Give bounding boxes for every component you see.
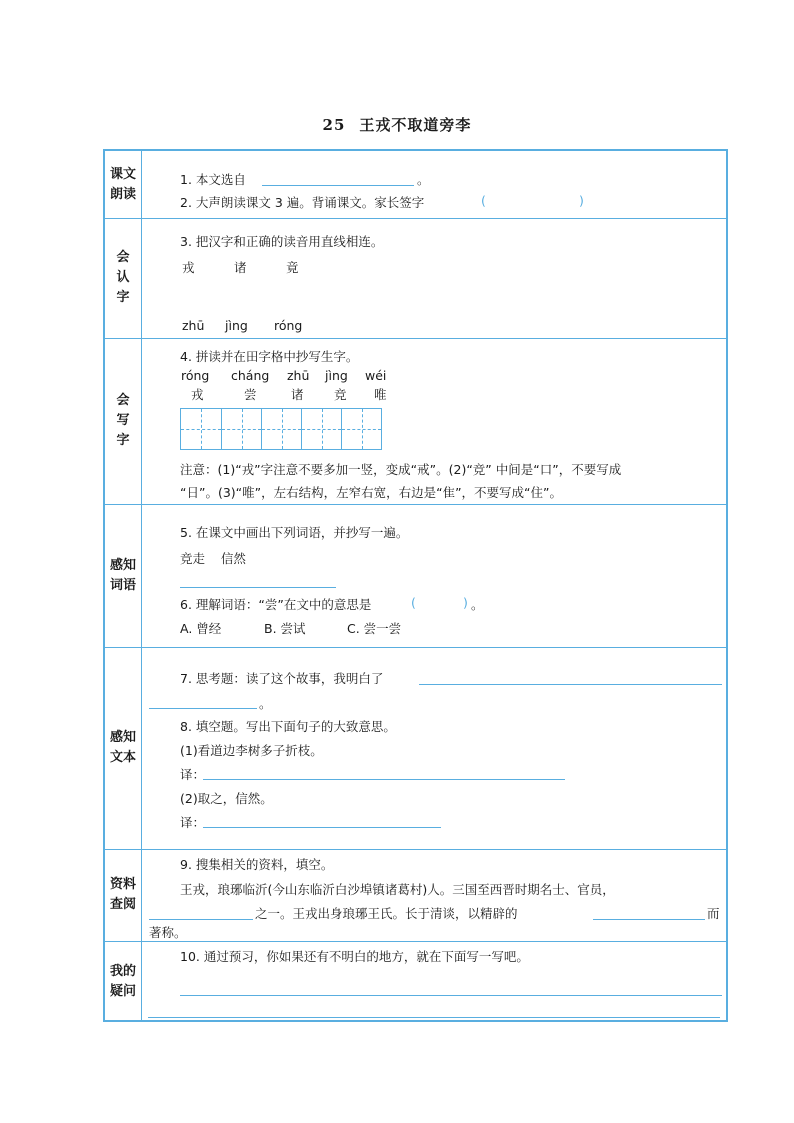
q6-paren-open: (	[411, 595, 416, 610]
translate-label-1: 译：	[180, 767, 206, 782]
research-line-2a: 之一。王戎出身琅琊王氏。长于清谈，以精辟的	[255, 906, 518, 921]
pinyin-jing: jìng	[225, 318, 248, 333]
question-10: 10. 通过预习，你如果还有不明白的地方，就在下面写一写吧。	[180, 949, 529, 964]
paren-close: )	[579, 193, 584, 208]
write-char-4: 竞	[334, 387, 347, 402]
question-2: 2. 大声朗读课文 3 遍。背诵课文。家长签字	[180, 195, 425, 210]
research-blank-2[interactable]	[593, 919, 705, 920]
copy-words-blank[interactable]	[180, 587, 336, 588]
translate-blank-2[interactable]	[203, 827, 441, 828]
tianzige-cell[interactable]	[181, 409, 221, 449]
pinyin-3: zhū	[287, 368, 310, 383]
section-write	[105, 338, 726, 505]
lesson-title: 王戎不取道旁李	[359, 116, 472, 134]
section-label-reading: 课文 朗读	[105, 151, 142, 218]
question-1-end: 。	[417, 172, 430, 187]
section-label-research: 资料 查阅	[105, 849, 142, 941]
q8-sentence-1: (1)看道边李树多子折枝。	[180, 743, 323, 758]
question-8: 8. 填空题。写出下面句子的大致意思。	[180, 719, 396, 734]
section-label-recognize: 会 认 字	[105, 218, 142, 338]
pinyin-2: cháng	[231, 368, 270, 383]
char-rong: 戎	[182, 260, 195, 275]
question-blank-1[interactable]	[180, 995, 722, 996]
section-text	[105, 647, 726, 850]
word-list: 竞走 信然	[180, 551, 246, 566]
q6-end: 。	[471, 597, 484, 612]
q7-end: 。	[259, 696, 272, 711]
pinyin-rong: róng	[274, 318, 303, 333]
question-5: 5. 在课文中画出下列词语，并抄写一遍。	[180, 525, 409, 540]
question-7: 7. 思考题：读了这个故事，我明白了	[180, 671, 384, 686]
section-words	[105, 504, 726, 648]
q7-answer-blank-2[interactable]	[149, 708, 257, 709]
q6-paren-close: )	[463, 595, 468, 610]
note-line-2: “日”。(3)“唯”，左右结构，左窄右宽，右边是“隹”，不要写成“住”。	[180, 485, 563, 500]
section-label-write: 会 写 字	[105, 338, 142, 504]
tianzige-cell[interactable]	[301, 409, 341, 449]
tianzige-cell[interactable]	[341, 409, 381, 449]
section-questions	[105, 941, 726, 1022]
write-char-5: 唯	[374, 387, 387, 402]
write-char-2: 尝	[244, 387, 257, 402]
pinyin-1: róng	[181, 368, 210, 383]
note-line-1: 注意：(1)“戎”字注意不要多加一竖，变成“戒”。(2)“竞” 中间是“口”，不要写成	[180, 462, 622, 477]
research-line-1: 王戎，琅琊临沂(今山东临沂白沙埠镇诸葛村)人。三国至西晋时期名士、官员，	[180, 882, 615, 897]
option-a: A. 曾经	[180, 621, 222, 636]
section-recognize	[105, 218, 726, 339]
char-jing: 竟	[286, 260, 299, 275]
option-b: B. 尝试	[264, 621, 306, 636]
question-9: 9. 搜集相关的资料，填空。	[180, 857, 334, 872]
question-4: 4. 拼读并在田字格中抄写生字。	[180, 349, 359, 364]
write-char-1: 戎	[191, 387, 204, 402]
question-1: 1. 本文选自	[180, 172, 246, 187]
question-3: 3. 把汉字和正确的读音用直线相连。	[180, 234, 384, 249]
char-zhu: 诸	[234, 260, 247, 275]
page-title	[0, 114, 794, 135]
research-line-3: 著称。	[149, 925, 187, 940]
option-c: C. 尝一尝	[347, 621, 402, 636]
q8-sentence-2: (2)取之，信然。	[180, 791, 273, 806]
research-blank-1[interactable]	[149, 919, 253, 920]
question-blank-2[interactable]	[148, 1017, 720, 1018]
section-research	[105, 849, 726, 942]
write-char-3: 诸	[291, 387, 304, 402]
tianzige-grid[interactable]	[180, 408, 382, 450]
research-line-2b: 而	[707, 906, 720, 921]
question-6: 6. 理解词语：“尝”在文中的意思是	[180, 597, 372, 612]
answer-blank-1[interactable]	[262, 185, 414, 186]
lesson-number: 25	[322, 116, 346, 134]
section-reading	[105, 151, 726, 219]
q7-answer-blank-1[interactable]	[419, 684, 722, 685]
pinyin-4: jìng	[325, 368, 348, 383]
pinyin-5: wéi	[365, 368, 387, 383]
worksheet-table	[103, 149, 728, 1022]
section-label-words: 感知 词语	[105, 504, 142, 647]
section-label-text: 感知 文本	[105, 647, 142, 849]
paren-open: (	[481, 193, 486, 208]
tianzige-cell[interactable]	[221, 409, 261, 449]
translate-label-2: 译：	[180, 815, 206, 830]
pinyin-zhu: zhū	[182, 318, 205, 333]
tianzige-cell[interactable]	[261, 409, 301, 449]
translate-blank-1[interactable]	[203, 779, 565, 780]
section-label-questions: 我的 疑问	[105, 941, 142, 1022]
